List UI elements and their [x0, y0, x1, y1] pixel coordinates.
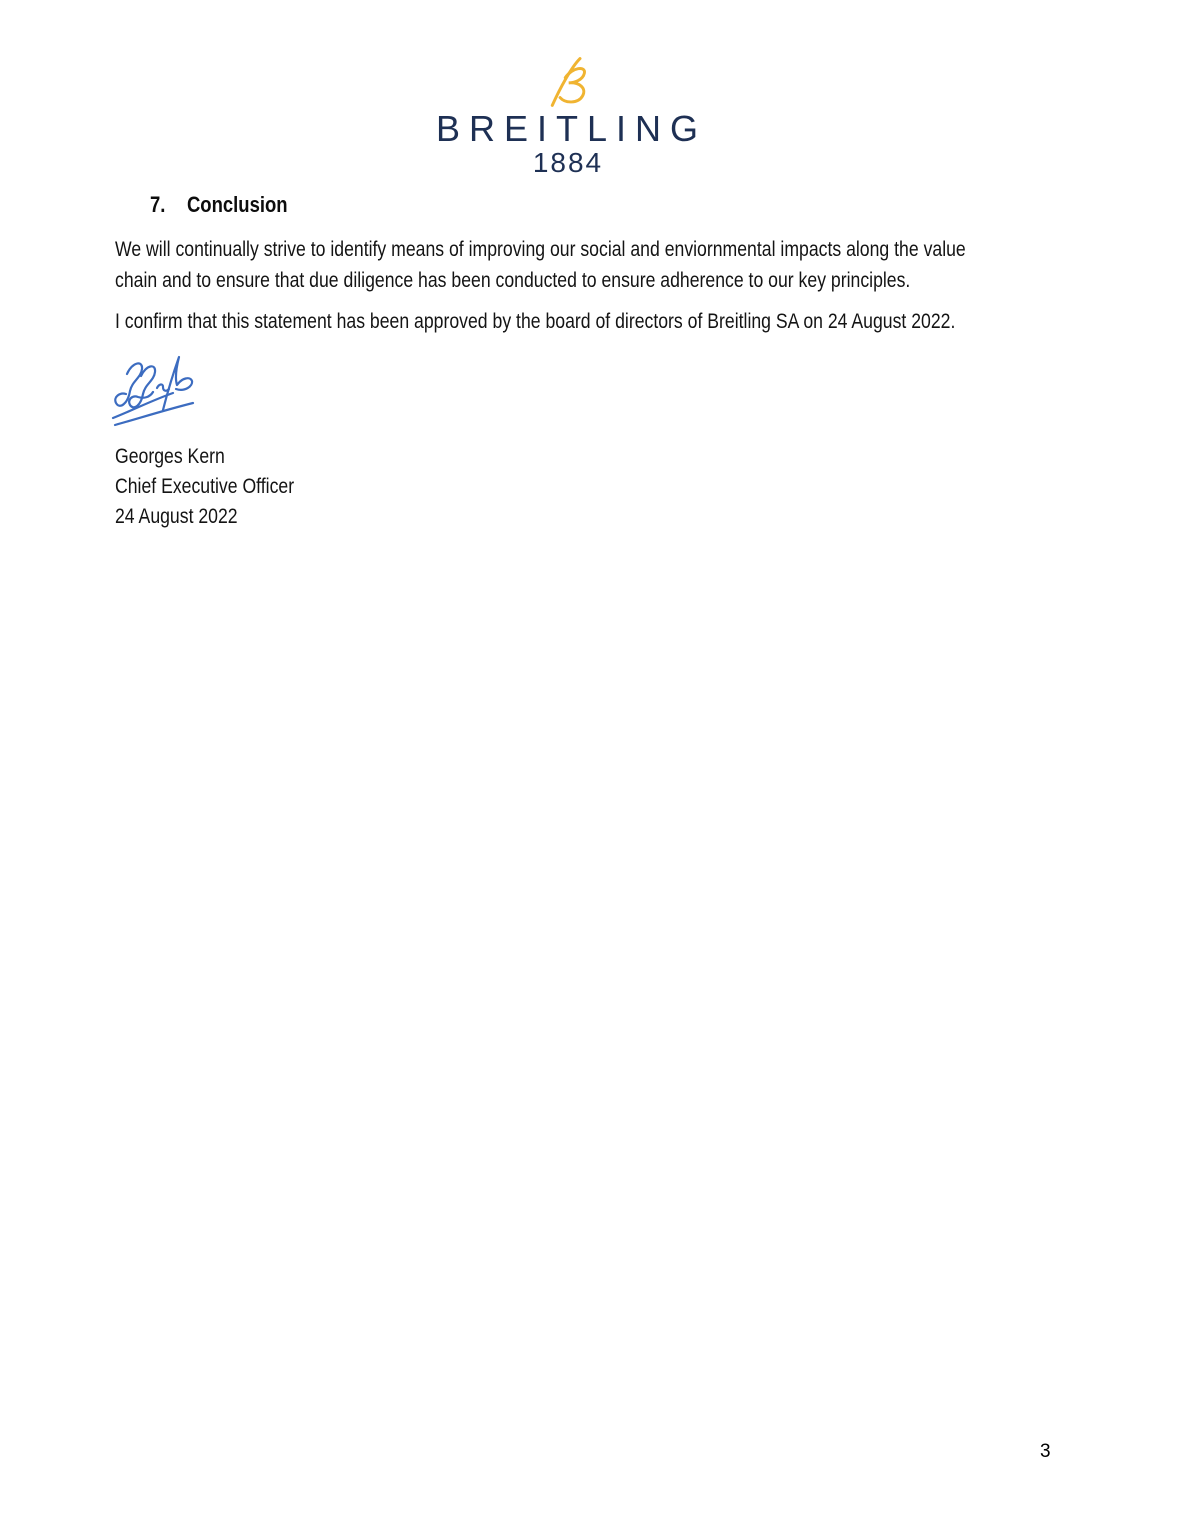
- section-title: Conclusion: [186, 192, 288, 217]
- signatory-block: [115, 442, 294, 532]
- paragraph-1-line-1: We will continually strive to identify means of improving our social and enviornmental impacts along the value: [115, 238, 966, 261]
- signature-icon: [105, 348, 205, 428]
- signatory-title: Chief Executive Officer: [115, 475, 295, 498]
- breitling-year: 1884: [532, 147, 604, 178]
- page-number: 3: [1040, 1441, 1051, 1462]
- breitling-b-icon: [541, 54, 593, 110]
- signatory-date: 24 August 2022: [115, 505, 238, 528]
- section-heading: [150, 192, 288, 218]
- breitling-wordmark: BREITLING: [435, 108, 708, 149]
- paragraph-1-line-2: chain and to ensure that due diligence has been conducted to ensure adherence to our key principles.: [115, 269, 911, 292]
- paragraph-1: [115, 234, 966, 296]
- section-number: 7.: [150, 192, 166, 217]
- paragraph-2: [115, 306, 955, 337]
- signatory-name: Georges Kern: [115, 445, 225, 468]
- breitling-logo: [0, 54, 1162, 178]
- paragraph-2-line-1: I confirm that this statement has been approved by the board of directors of Breitling SA on 24 August 2022.: [115, 310, 956, 333]
